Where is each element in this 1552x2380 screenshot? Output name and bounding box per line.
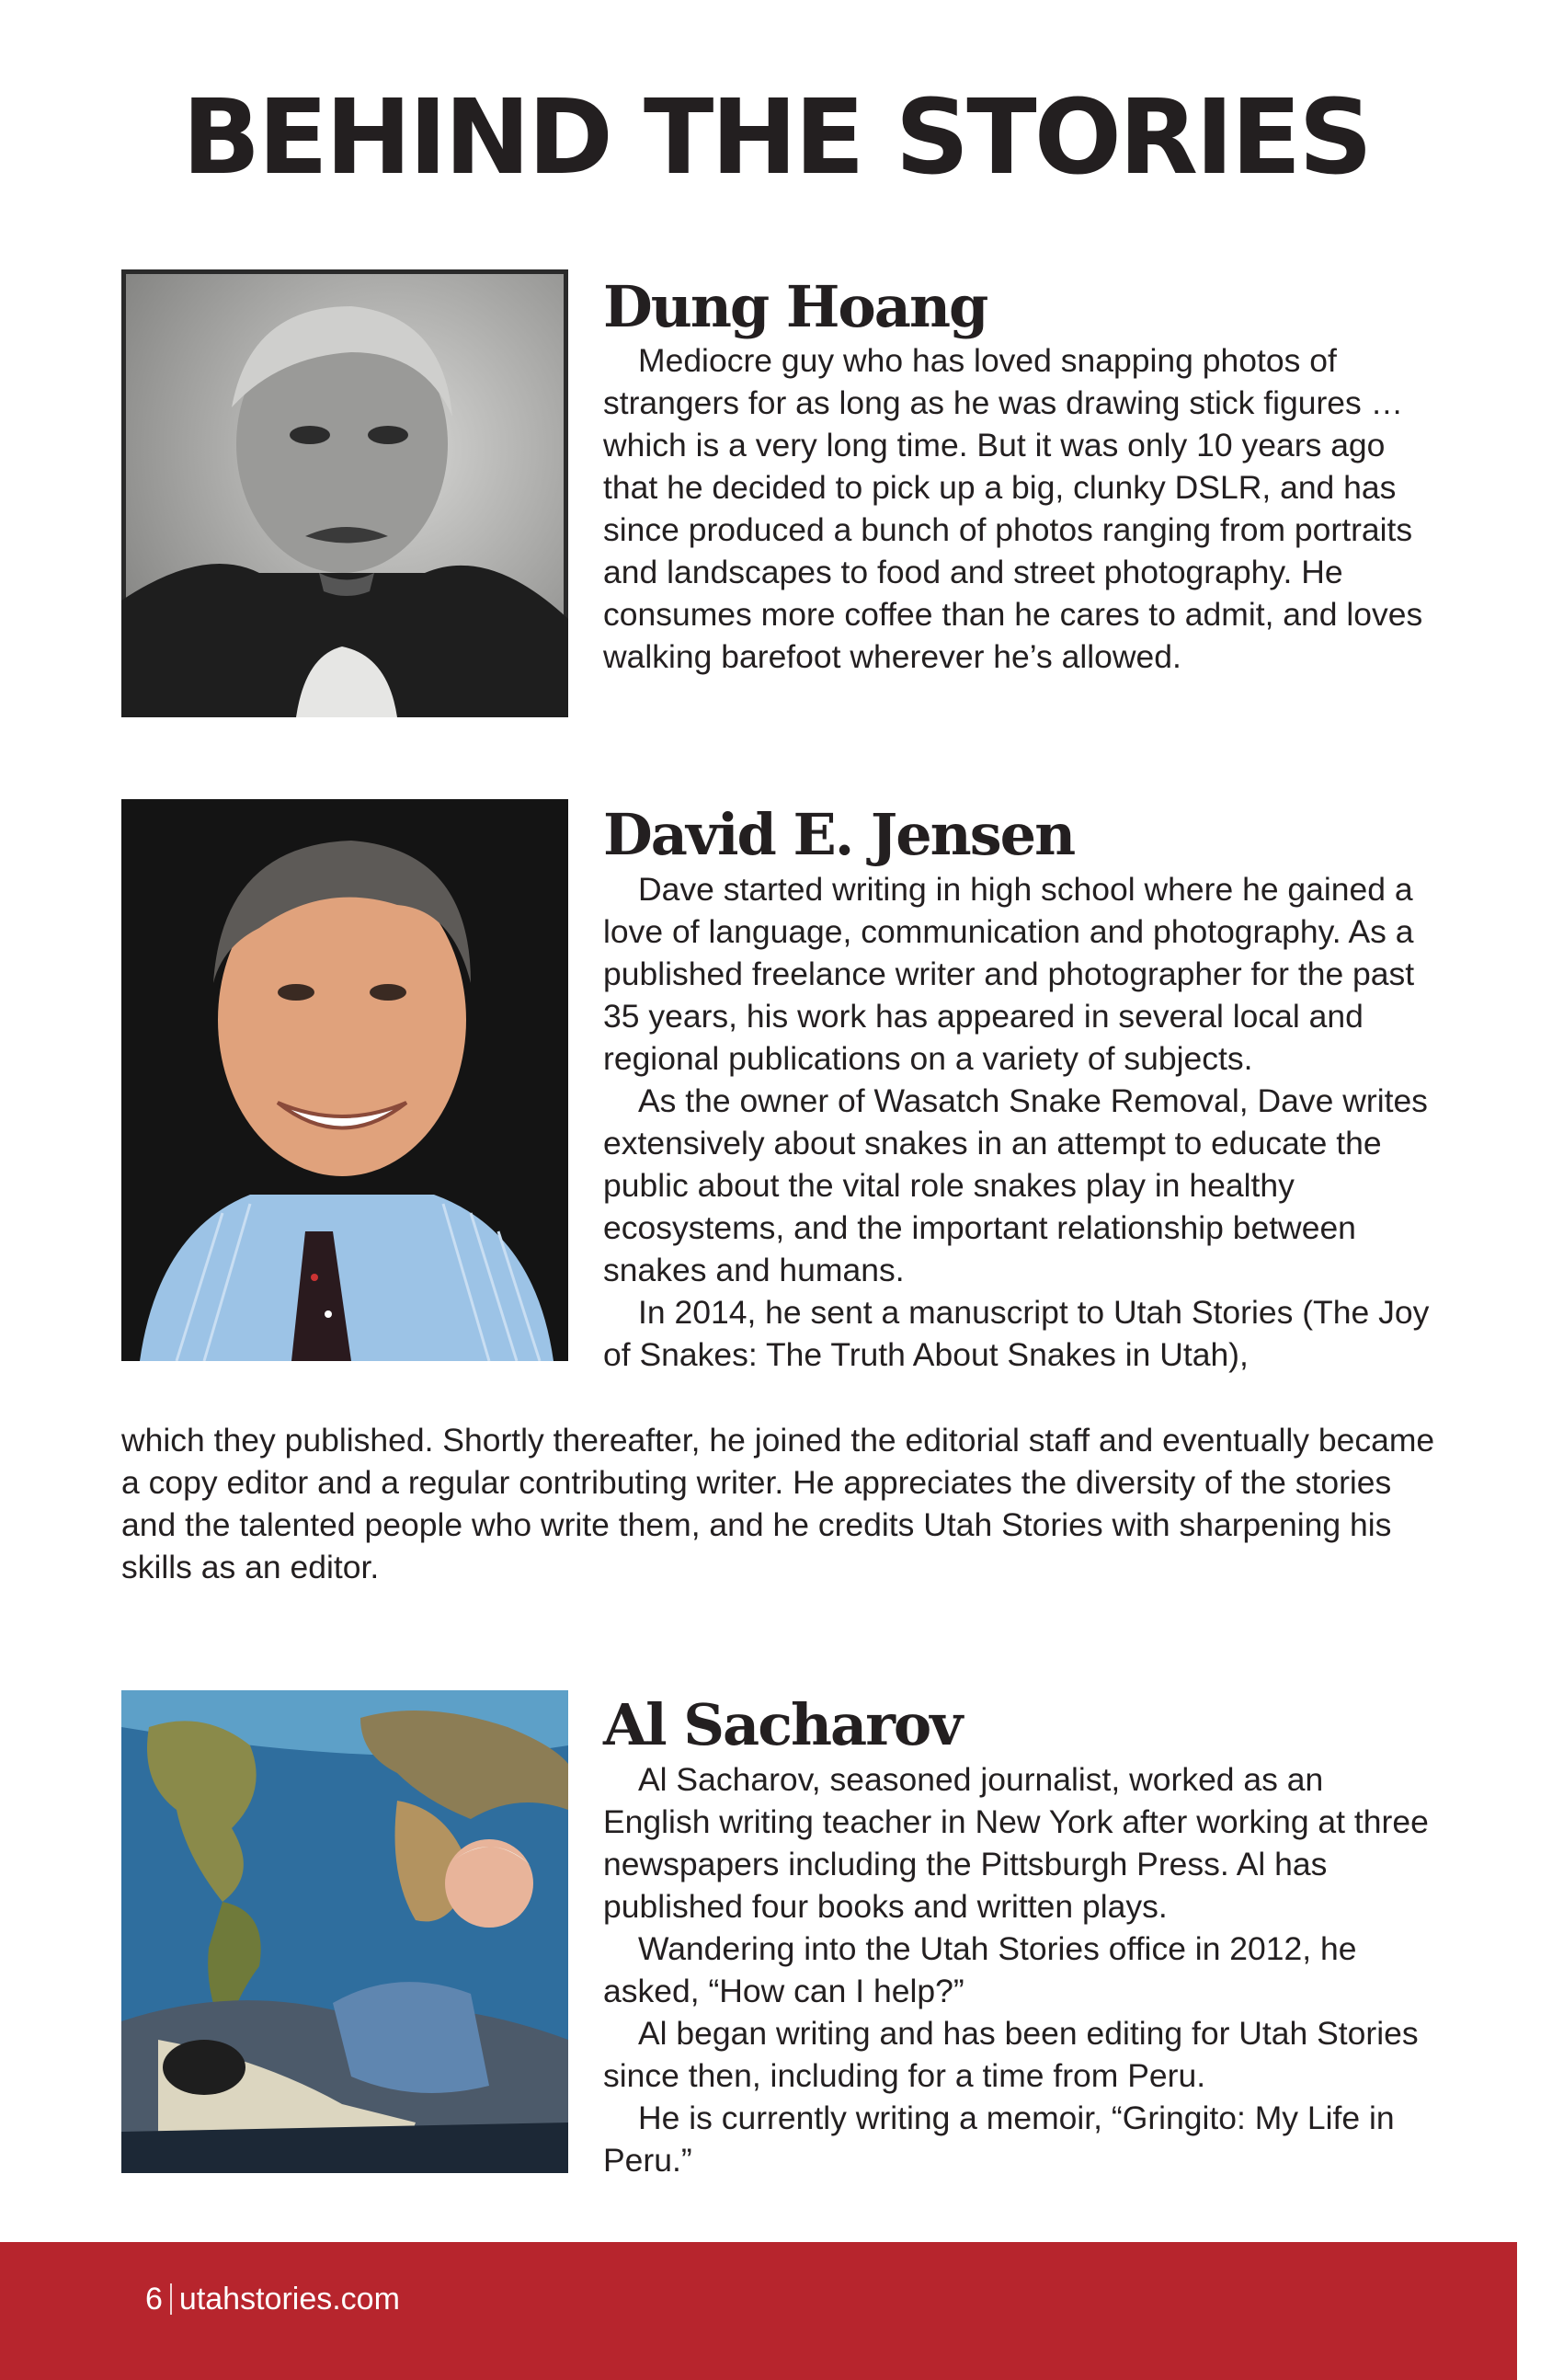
bio-paragraph: Mediocre guy who has loved snapping photos of strangers for as long as he was drawing stick figures … which is a very long time. But it was only 10 years ago that he decided to pick up a big, clunky DSLR, and has since produced a bunch of photos ranging from portraits and landscapes to food and street photography. He consumes more coffee than he cares to admit, and loves walking barefoot wherever he’s allowed. — [603, 342, 1423, 675]
profile-bio-continuation — [121, 1419, 1436, 1588]
profile-name-al-sacharov: Al Sacharov — [603, 1691, 962, 1758]
bio-paragraph: Al began writing and has been editing for Utah Stories since then, including for a time from Peru. — [603, 2015, 1419, 2094]
profile-bio-dung-hoang — [603, 339, 1431, 678]
bio-paragraph-continued: which they published. Shortly thereafter, he joined the editorial staff and eventually became a copy editor and a regular contributing writer. He appreciates the diversity of the stories and the talented people who write them, and he credits Utah Stories with sharpening his skills as an editor. — [121, 1422, 1435, 1585]
bio-paragraph: Al Sacharov, seasoned journalist, worked as an English writing teacher in New York after working at three newspapers including the Pittsburgh Press. Al has published four books and written plays. — [603, 1761, 1429, 1925]
photo-david-e-jensen — [121, 799, 568, 1361]
bio-paragraph: As the owner of Wasatch Snake Removal, Dave writes extensively about snakes in an attempt to educate the public about the vital role snakes play in healthy ecosystems, and the important relationship between snakes and humans. — [603, 1082, 1428, 1288]
profile-name-dung-hoang: Dung Hoang — [603, 273, 987, 340]
bio-paragraph: Wandering into the Utah Stories office in 2012, he asked, “How can I help?” — [603, 1930, 1357, 2009]
page-title: BEHIND THE STORIES — [182, 78, 1370, 198]
page-footer — [0, 2242, 1517, 2380]
profile-bio-david-e-jensen — [603, 868, 1431, 1376]
photo-al-sacharov — [121, 1690, 568, 2173]
page-number: 6 — [145, 2282, 163, 2317]
bio-paragraph: He is currently writing a memoir, “Gringito: My Life in Peru.” — [603, 2100, 1395, 2179]
bio-paragraph: Dave started writing in high school where he gained a love of language, communication and photography. As a published freelance writer and photographer for the past 35 years, his work has appeared in several local and regional publications on a variety of subjects. — [603, 871, 1415, 1077]
site-url: utahstories.com — [178, 2282, 400, 2317]
photo-dung-hoang — [121, 269, 568, 717]
profile-bio-al-sacharov — [603, 1758, 1431, 2181]
folio-divider — [170, 2283, 172, 2315]
bio-paragraph: In 2014, he sent a manuscript to Utah Stories (The Joy of Snakes: The Truth About Snakes in Utah), — [603, 1294, 1430, 1373]
profile-name-david-e-jensen: David E. Jensen — [603, 801, 1075, 868]
footer-folio — [145, 2281, 400, 2317]
